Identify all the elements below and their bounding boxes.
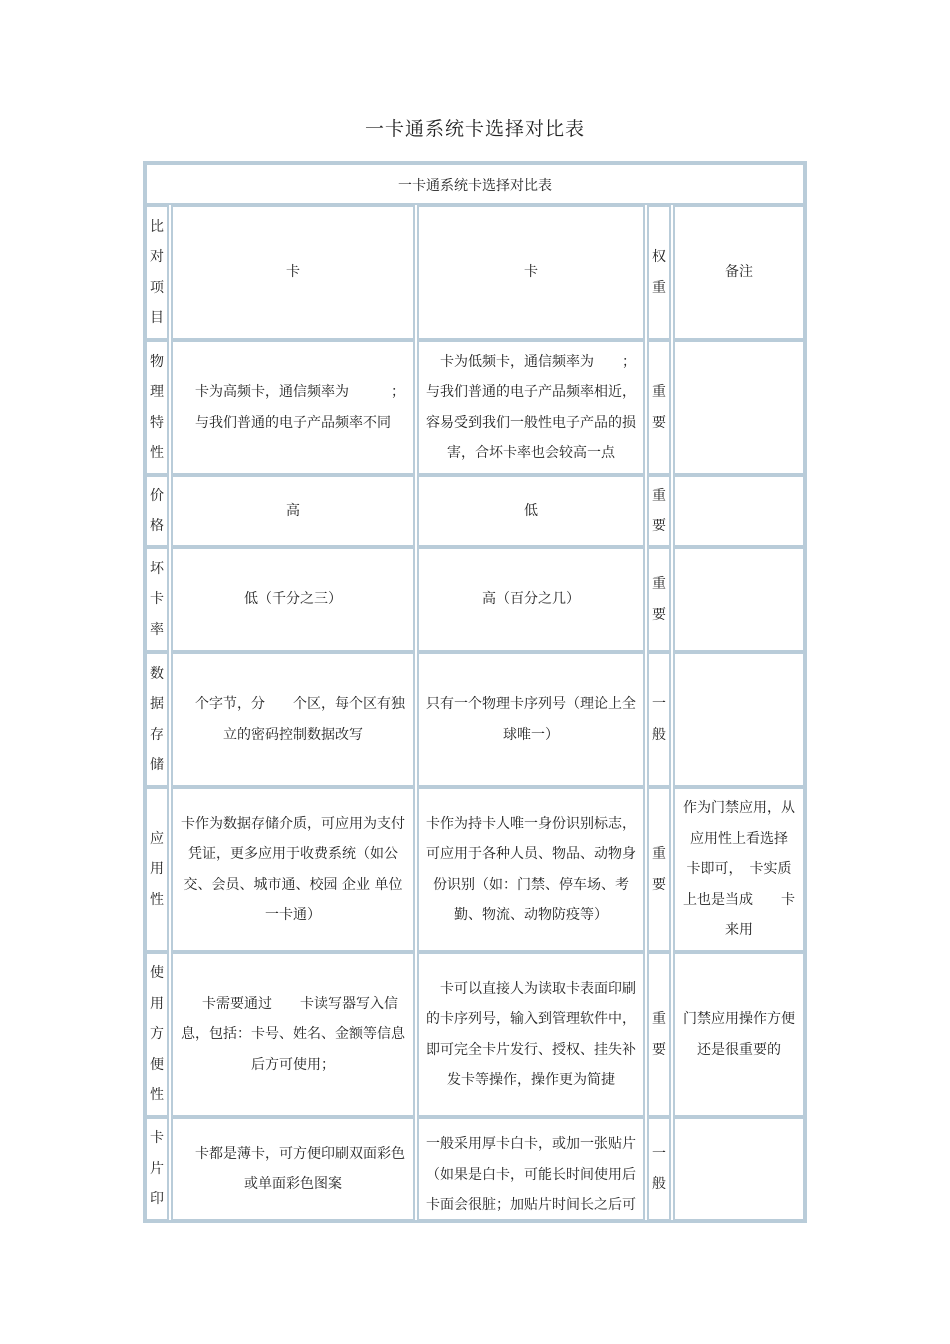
- row-item: 物理特性: [145, 340, 169, 475]
- row-card-b: 高（百分之几）: [417, 547, 645, 652]
- header-card-a: 卡: [171, 205, 415, 340]
- row-card-a: 高: [171, 475, 415, 547]
- row-item: 坏卡率: [145, 547, 169, 652]
- row-card-b: 只有一个物理卡序列号（理论上全球唯一）: [417, 652, 645, 787]
- table-caption: 一卡通系统卡选择对比表: [145, 163, 805, 205]
- row-item: 使用方便性: [145, 952, 169, 1117]
- row-card-b: 卡为低频卡，通信频率为 ；与我们普通的电子产品频率相近，容易受到我们一般性电子产品的损害，合坏卡率也会较高一点: [417, 340, 645, 475]
- row-weight: 重要: [647, 475, 671, 547]
- row-card-a: 卡为高频卡，通信频率为 ；与我们普通的电子产品频率不同: [171, 340, 415, 475]
- row-note: 作为门禁应用，从应用性上看选择 卡即可， 卡实质上也是当成 卡来用: [673, 787, 805, 952]
- row-weight: 重要: [647, 547, 671, 652]
- row-note: [673, 1117, 805, 1221]
- row-card-b: 卡作为持卡人唯一身份识别标志，可应用于各种人员、物品、动物身份识别（如：门禁、停车场、考勤、物流、动物防疫等）: [417, 787, 645, 952]
- row-card-a: 卡都是薄卡，可方便印刷双面彩色或单面彩色图案: [171, 1117, 415, 1221]
- row-weight: 一般: [647, 652, 671, 787]
- header-item: 比对项目: [145, 205, 169, 340]
- row-card-b: 卡可以直接人为读取卡表面印刷的卡序列号，输入到管理软件中，即可完全卡片发行、授权、挂失补发卡等操作，操作更为简捷: [417, 952, 645, 1117]
- row-card-a: 个字节，分 个区，每个区有独立的密码控制数据改写: [171, 652, 415, 787]
- row-card-b: 一般采用厚卡白卡，或加一张贴片（如果是白卡，可能长时间使用后卡面会很脏；加贴片时间长之后可: [417, 1117, 645, 1221]
- page-title: 一卡通系统卡选择对比表: [364, 118, 585, 140]
- row-note: [673, 340, 805, 475]
- row-card-a: 低（千分之三）: [171, 547, 415, 652]
- row-card-a: 卡作为数据存储介质，可应用为支付凭证，更多应用于收费系统（如公交、会员、城市通、校园 企业 单位一卡通）: [171, 787, 415, 952]
- header-card-b: 卡: [417, 205, 645, 340]
- row-note: [673, 652, 805, 787]
- row-item: 数据存储: [145, 652, 169, 787]
- row-item: 应用性: [145, 787, 169, 952]
- header-note: 备注: [673, 205, 805, 340]
- row-note: [673, 547, 805, 652]
- header-weight: 权重: [647, 205, 671, 340]
- row-weight: 重要: [647, 340, 671, 475]
- row-item: 卡片印: [145, 1117, 169, 1221]
- row-item: 价格: [145, 475, 169, 547]
- row-weight: 重要: [647, 952, 671, 1117]
- row-weight: 重要: [647, 787, 671, 952]
- row-card-a: 卡需要通过 卡读写器写入信息，包括：卡号、姓名、金额等信息后方可使用；: [171, 952, 415, 1117]
- row-card-b: 低: [417, 475, 645, 547]
- row-weight: 一般: [647, 1117, 671, 1221]
- row-note: [673, 475, 805, 547]
- row-note: 门禁应用操作方便还是很重要的: [673, 952, 805, 1117]
